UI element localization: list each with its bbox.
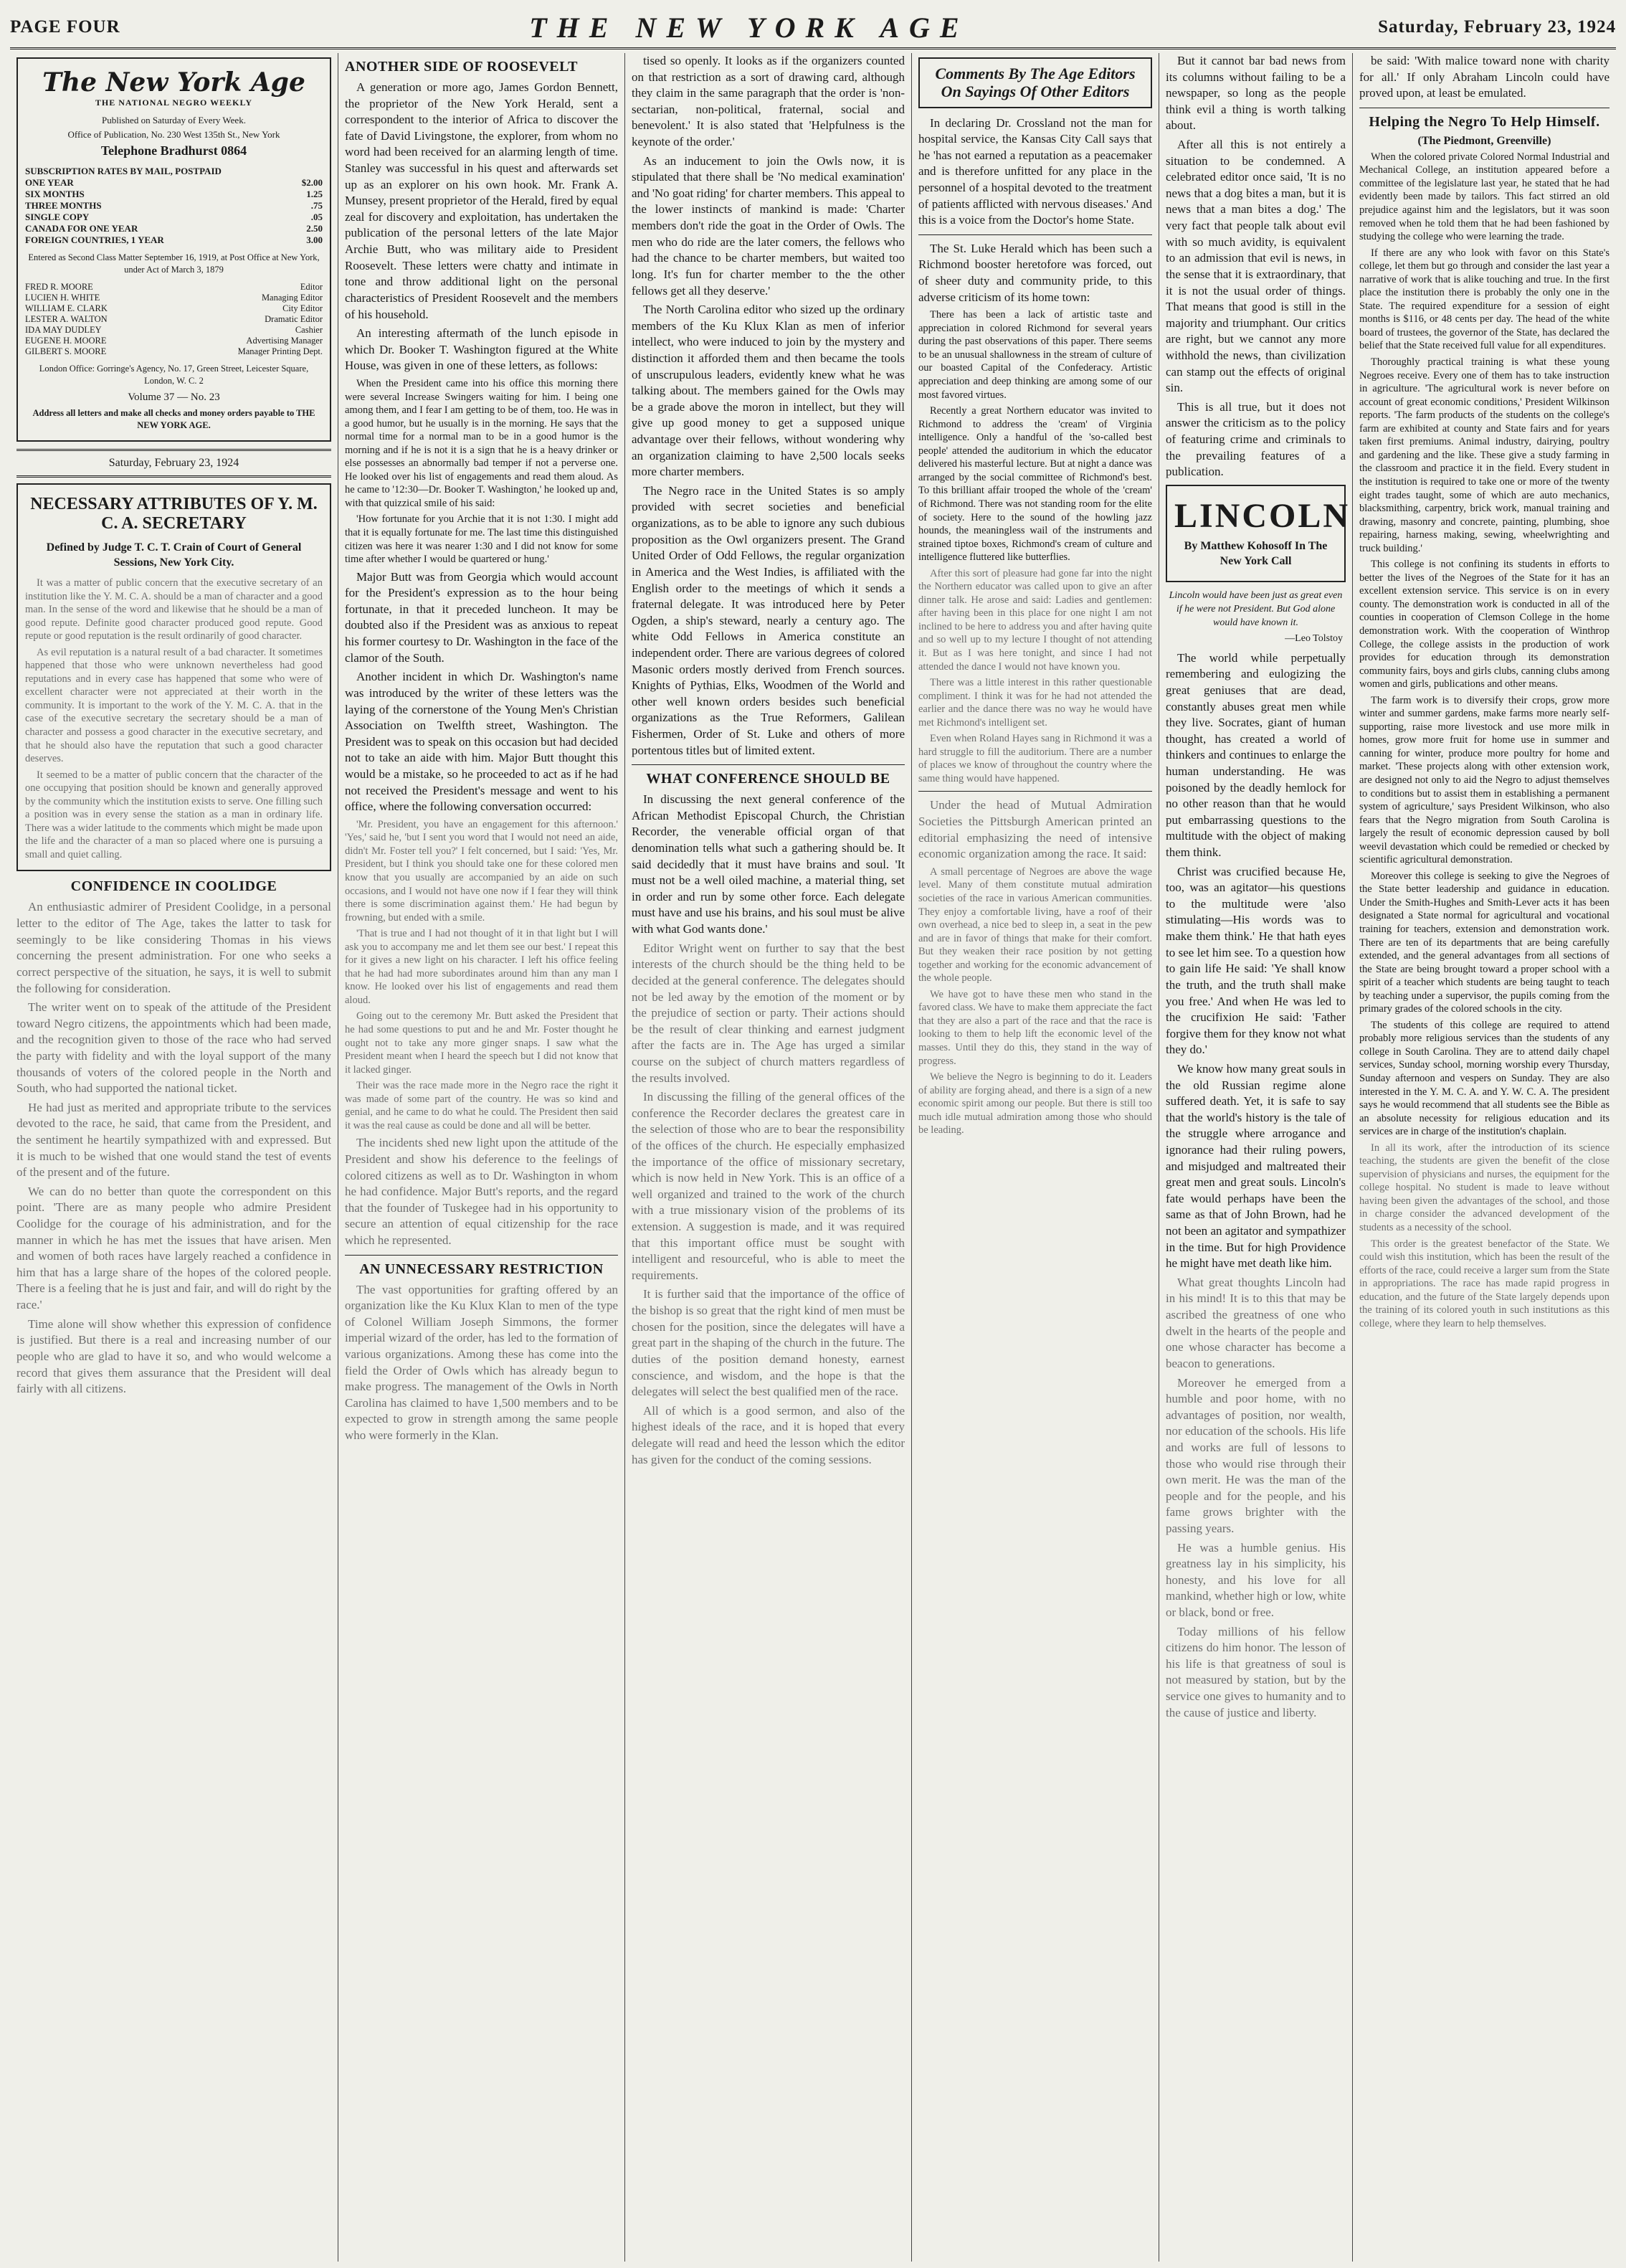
- helping-source: (The Piedmont, Greenville): [1417, 134, 1551, 147]
- rate-label: FOREIGN COUNTRIES, 1 YEAR: [25, 234, 164, 246]
- issue-date: Saturday, February 23, 1924: [1378, 17, 1616, 37]
- paragraph: The vast opportunities for grafting offered by an organization like the Ku Klux Klan to men of the type of Colonel William Joseph Simmons, the former imperial wizard of the order, has led to the formation of various organizations. Among these has come into the field the Order of Owls which has already begun to make progress. The management of the Owls in North Carolina has claimed to have 1,500 members and to be expected to grow in strength among the same people who were formerly in the Klan.: [345, 1282, 618, 1443]
- paragraph: An enthusiastic admirer of President Coolidge, in a personal letter to the editor of The Age, takes the latter to task for seemingly to be like considering Thomas in his views concerning the present administration. For one who seeks a correct perspective of the situation, he says, it is well to submit the following for consideration.: [16, 900, 331, 995]
- page-number: PAGE FOUR: [10, 17, 120, 37]
- lincoln-epigraph: Lincoln would have been just as great even if he were not President. But God alone would have known it.: [1169, 590, 1343, 628]
- paragraph: The North Carolina editor who sized up the ordinary members of the Ku Klux Klan as men of inferior intellect, who were induced to join by the mystery and distinction it afforded them and then became the tools of unscrupulous leaders, evidently knew what he was talking about. The members gained for the Owls may be a grade above the moron in intellect, but they will give up good money to get a supposed unique advantage over their fellows, without wondering why an organization claiming to have 2,500 locals seeks more charter members.: [632, 303, 905, 479]
- ymca-subhead: Defined by Judge T. C. T. Crain of Court of General Sessions, New York City.: [46, 541, 302, 569]
- paragraph: The students of this college are required to attend probably more religious services than the students of any college in South Carolina. They are to attend daily chapel services, Sunday school, morning worship every Thursday, Sunday afternoon and vespers on Sunday. They are also interested in the Y. M. C. A. and Y. W. C. A. The president says he would recommend that all students see the Bible as an absolute necessity for religious education and its services are in charge of the institution's chaplain.: [1359, 1019, 1610, 1138]
- column-3: [625, 53, 912, 2262]
- divider: [345, 1255, 618, 1256]
- staff-row: [25, 293, 323, 303]
- paragraph: The Negro race in the United States is so amply provided with secret societies and beneficial organizations, as to be able to ignore any such dubious proposition as the Owl organizers present. The Grand United Order of Odd Fellows, the regular organization in America and the West Indies, is affiliated with the English order to the meetings of which it sends a fraternal delegate. It was introduced here by Peter Ogden, a ship's steward, nearly a century ago. The white Odd Fellows in America constitute an independent order. There are various degrees of colored Masonic orders mostly derived from French sources. Knights of Pythias, Elks, Woodmen of the World and other well known orders besides such beneficial organizations as the True Reformers, Galilean Fishermen, Order of St. Luke and others of more portentous titles but of limited extent.: [632, 483, 905, 757]
- nameplate: The New York Age: [42, 67, 305, 98]
- paragraph: In discussing the next general conference of the African Methodist Episcopal Church, the Christian Recorder, the venerable official organ of that denomination tells what such a gathering should be. It said decidedly that it must have brains and soul. 'It must not be a well oiled machine, a material thing, set in order and run by some other force. Each delegate must have and use his brains, and his soul must be alive with what God wants done.': [632, 792, 905, 936]
- paragraph: The incidents shed new light upon the attitude of the President and show his deference to the feelings of colored citizens as well as to Dr. Washington in whom he had confidence. Major Butt's reports, and the regard that the founder of Tuskegee had in his opportunity to secure an attention of equal citizenship for the race which he represented.: [345, 1136, 618, 1247]
- staff-row: [25, 282, 323, 293]
- paragraph: This order is the greatest benefactor of the State. We could wish this institution, which has been the result of the efforts of the race, could receive a larger sum from the State in appropriations. The race has made rapid progress in education, and the future of the State largely depends upon the training of its colored youth in such institutions as this college, where they learn to help themselves.: [1359, 1238, 1610, 1329]
- rates-title: SUBSCRIPTION RATES BY MAIL, POSTPAID: [25, 166, 222, 177]
- publication-office: Office of Publication, No. 230 West 135th St., New York: [67, 128, 280, 140]
- staff-role: City Editor: [282, 303, 323, 313]
- subscription-rates: [25, 166, 323, 246]
- paragraph: Moreover he emerged from a humble and poor home, with no advantages of position, nor wealth, nor education of the schools. His life and works are full of lessons to those who would rise through their own merit. He was the man of the people and for the people, and his fame grows brighter with the passing years.: [1166, 1375, 1346, 1535]
- rate-label: CANADA FOR ONE YEAR: [25, 223, 138, 234]
- column-6: [1353, 53, 1616, 2262]
- rate-label: SIX MONTHS: [25, 189, 85, 200]
- london-office: London Office: Gorringe's Agency, No. 17, Green Street, Leicester Square, London, W. C. 2: [39, 363, 309, 386]
- staff-name: GILBERT S. MOORE: [25, 346, 107, 356]
- rate-row: [25, 200, 323, 212]
- paragraph: A generation or more ago, James Gordon Bennett, the proprietor of the New York Herald, sent a correspondent to the interior of Africa to discover the fate of David Livingstone, the explorer, from whom no word had been received for an alarming length of time. Stanley was successful in his quest and afterwards set up as an explorer on his own hook. Mr. Frank A. Munsey, present proprietor of the Herald, fired by equal zeal for discovery and exploitation, has undertaken the publication of the personal letters of the late Major Archie Butt, who was military aide to President Roosevelt. These letters were chatty and intimate in tone and throw additional light on the personal characteristics of President Roosevelt and the members of his household.: [345, 80, 618, 321]
- paragraph: This college is not confining its students in efforts to better the lives of the Negroes of the State for it has an excellent extension service. This service is on in every county. The demonstration work is conducted in all of the counties in cooperation of Clemson College in the home demonstration work. With the cooperation of Winthrop College, the college assists in the production of work provides for education through its demonstration community fairs, boys and girls clubs, canning clubs among women and girls, publications and other means.: [1359, 559, 1610, 691]
- paragraph: He was a humble genius. His greatness lay in his simplicity, his honesty, and his love for all mankind, whether high or low, white or black, bond or free.: [1166, 1540, 1346, 1620]
- staff-name: EUGENE H. MOORE: [25, 335, 107, 346]
- paragraph: In all its work, after the introduction of its science teaching, the students are given the benefit of the close supervision of physicians and nurses, the equipment for the college hospital. No student is made to leave without having been given the advantages of the school, and those in charge consider the advanced development of the students as a necessity of the school.: [1359, 1142, 1610, 1234]
- newspaper-title: THE NEW YORK AGE: [529, 11, 969, 44]
- divider: [16, 449, 331, 451]
- rate-row: [25, 234, 323, 246]
- paragraph: This is all true, but it does not answer the criticism as to the policy of featuring crime and criminals to the prevailing features of a publication.: [1166, 399, 1346, 479]
- divider: [16, 475, 331, 478]
- column-4: [912, 53, 1159, 2262]
- volume-number: Volume 37 — No. 23: [128, 391, 220, 403]
- staff-list: [25, 282, 323, 357]
- paragraph: It is further said that the importance of the office of the bishop is so great that the right kind of men must be chosen for the position, since the delegates will have a great part in the shaping of the church in the future. The duties of the position demand honesty, earnest conscience, and wisdom, and the hope is that the delegates will select the best qualified men of the race.: [632, 1287, 905, 1399]
- paragraph: Today millions of his fellow citizens do him honor. The lesson of his life is that greatness of soul is not measured by station, but by the service one gives to humanity and to the cause of justice and liberty.: [1166, 1624, 1346, 1719]
- column-5: [1159, 53, 1353, 2262]
- staff-row: [25, 346, 323, 357]
- staff-row: [25, 336, 323, 346]
- quoted-paragraph: A small percentage of Negroes are above the wage level. Many of them constitute mutual admiration societies of the race in various American communities. They enjoy a comfortable living, have a roof of their own overhead, a nice bed to sleep in, a seat in the pew and are in favor of things that make for their comfort. But they weaken their race position by not getting together and working for the economic advancement of the whole people.: [918, 865, 1152, 984]
- quoted-paragraph: Their was the race made more in the Negro race the right it was made of some part of the country. He was so kind and genial, and he came to do what he could. The President then said it was the real cause as could be done and all will be better.: [345, 1080, 618, 1131]
- divider: [918, 234, 1152, 235]
- rate-value: .05: [310, 212, 323, 223]
- staff-name: WILLIAM E. CLARK: [25, 303, 108, 313]
- paragraph: After all this is not entirely a situation to be condemned. A celebrated editor once said, 'It is no news that a dog bites a man, but it is news that a man bites a dog.' The very fact that people talk about evil with so much avidity, is equivalent to an admission that evil is news, in the sense that it is extraordinary, that it is not the usual order of things. That means that good is still in the majority and triumphant. Our critics are right, but we cannot any more withhold the news, than civilization can stamp out the effects of original sin.: [1166, 138, 1346, 395]
- paragraph: Moreover this college is seeking to give the Negroes of the State better leadership and guidance in education. Under the Smith-Hughes and Smith-Lever acts it has been designated a State normal for agricultural and vocational training for teachers, extension and demonstration work. There are ten of its departments that are being carefully extended, and the general advantages from all sections of the State are being brought toward a proper school with a spirit of a teacher which students are being taught to teach by teaching under a supervisor, the pupils coming from the primary grades of the colored schools in the city.: [1359, 870, 1610, 1015]
- column-1: [10, 53, 338, 2262]
- column-2: [338, 53, 625, 2262]
- columns: [10, 53, 1616, 2262]
- quoted-paragraph: We believe the Negro is beginning to do it. Leaders of ability are forging ahead, and there is a sign of a new economic spirit among our people. But there is still too much idle mutual admiration among those who should be leading.: [918, 1071, 1152, 1137]
- roosevelt-headline: ANOTHER SIDE OF ROOSEVELT: [345, 59, 578, 75]
- rate-value: 1.25: [306, 189, 323, 200]
- quoted-paragraph: After this sort of pleasure had gone far into the night the Northern educator was called upon to give an after dinner talk. He arose and said: Ladies and gentlemen: after having been in this place for one night I am not inclined to be here to address you and after having quite and so well up to my lecture I thought of not attending it. But as I was here tonight, and since I had not attended the dance I would not have known you.: [918, 567, 1152, 673]
- paragraph: As an inducement to join the Owls now, it is stipulated that there shall be 'No medical examination' and 'No goat riding' for charter members. This appeal to the lower instincts of mankind is made: 'Charter members don't ride the goat in the Order of Owls. The men who do ride are the later comers, the fellows who had the chance to be charter members, but waited too long. It's fun for charter member to the the other fellows get all they deserve.': [632, 153, 905, 298]
- paragraph: The writer went on to speak of the attitude of the President toward Negro citizens, the appointments which had been made, and the recognition given to those of the race who had served the party with fidelity and with the loyal support of the many thousands of voters of the colored people in the North and South, who had supported the national ticket.: [16, 1000, 331, 1096]
- staff-row: [25, 314, 323, 325]
- staff-role: Dramatic Editor: [265, 313, 323, 324]
- staff-role: Cashier: [295, 324, 323, 335]
- paragraph: Editor Wright went on further to say that the best interests of the church should be the thing held to be decided at the general conference. The delegates should not be led away by the emotion of the moment or by the prejudice of section or party. Their actions should be the result of clear thinking and earnest judgment after the facts are in. The Age has urged a similar course on the subject of church matters regardless of the results involved.: [632, 941, 905, 1085]
- rate-row: [25, 212, 323, 223]
- staff-name: LUCIEN H. WHITE: [25, 292, 100, 303]
- restriction-headline: AN UNNECESSARY RESTRICTION: [359, 1261, 604, 1277]
- staff-row: [25, 325, 323, 336]
- quoted-paragraph: There has been a lack of artistic taste and appreciation in colored Richmond for several years during the past observations of this paper. There seems to be an unusual shallowness in the stream of culture of our boasted Capital of the Confederacy. Artistic appreciation and deep thinking are among some of our most favored virtues.: [918, 309, 1152, 401]
- rate-value: .75: [310, 200, 323, 212]
- lincoln-box: [1166, 485, 1351, 582]
- quoted-paragraph: 'That is true and I had not thought of it in that light but I will ask you to accompany me and let them see our best.' I repeat this for it gives a new light on his character. I left his office feeling that he had had more subordinates around him than any man I know. He looked over his list of engagements and read them aloud.: [345, 928, 618, 1006]
- quoted-paragraph: 'How fortunate for you Archie that it is not 1:30. I might add that it is equally fortunate for me. The last time this distinguished citizen was here it was nearer 1:30 and I did not know for some time after whether I would be quartered or hung.': [345, 513, 618, 566]
- paragraph: The world while perpetually remembering and eulogizing the great geniuses that are dead, constantly abuses great men while they live. Socrates, giant of human thought, has created a world of thinkers and continues to enlarge the human understanding. He was poisoned by the deadly hemlock for no other reason than that he would put embarrassing questions to the multitude with the object of making them think.: [1166, 650, 1346, 860]
- paragraph: It was a matter of public concern that the executive secretary of an institution like the Y. M. C. A. should be a man of character and a good man. In the sense of the word and likewise that he should be a man of good repute. Definite good character produced good repute. Good repute or good reputation is the result ordinarily of good character.: [25, 577, 323, 642]
- paragraph: Thoroughly practical training is what these young Negroes receive. Every one of them has to take instruction in agriculture. 'The agricultural work is never before on account of great economic conditions,' President Wilkinson reports. 'The farm products of the students on the college's farm are exhibited at county and State fairs and for years taken first premiums. Animal industry, dairying, poultry and gardening and the like. These give a study farming in the classroom and practice it in the field. Every student in the institution is required to take one or more of the twenty eight trades taught, some of which are auto mechanics, blacksmithing, carpentry, brick work, manual training and drawing, masonry and concrete, painting, plumbing, shoe repairing, harness making, sewing, wheelwrighting and truck building.': [1359, 356, 1610, 554]
- lincoln-byline: By Matthew Kohosoff In The New York Call: [1184, 539, 1328, 568]
- staff-role: Advertising Manager: [246, 335, 323, 346]
- staff-row: [25, 303, 323, 314]
- paragraph: If there are any who look with favor on this State's college, let them but go through and consider the last year a narrative of work that is alike touching and true. In the first place the institution there is probably the only one in the State. The required expenditure for a session of eight months is $116, or 48 cents per day. The head of the white board of trustees, the governor of the State, has declared the belief that the State received full value for all expenditures.: [1359, 247, 1610, 352]
- rate-value: $2.00: [301, 177, 323, 189]
- paragraph: The St. Luke Herald which has been such a Richmond booster heretofore was forced, out of sheer duty and community pride, to this adverse criticism of its home town:: [918, 241, 1152, 304]
- masthead: [10, 7, 1616, 49]
- conference-headline: WHAT CONFERENCE SHOULD BE: [646, 771, 890, 787]
- divider: [632, 764, 905, 765]
- quoted-paragraph: 'Mr. President, you have an engagement for this afternoon.' 'Yes,' said he, 'but I sent you word that I would not need an aide, didn't Mr. Foster tell you?' I felt concerned, but I said: 'Yes, Mr. President, but I think you should take one for these colored men know that you usually are accompanied by an aide on such occasions, and I would not have one now if I fear they will think there is some discrimination against them.' He had begun by frowning, but ended with a smile.: [345, 818, 618, 924]
- comments-box: [918, 57, 1152, 108]
- paragraph: In declaring Dr. Crossland not the man for hospital service, the Kansas City Call says that he 'has not earned a reputation as a peacemaker and is therefore unfitted for any place in the personnel of a hospital devoted to the treatment of patients afflicted with nervous diseases.' And this is a voice from the Doctor's home State.: [918, 115, 1152, 227]
- paragraph: All of which is a good sermon, and also of the highest ideals of the race, and it is hoped that every delegate will read and heed the lesson which the editor has given for the conduct of the coming sessions.: [632, 1403, 905, 1466]
- ymca-article: [16, 483, 331, 872]
- epigraph-attribution: —Leo Tolstoy: [1285, 632, 1343, 644]
- paragraph: tised so openly. It looks as if the organizers counted on that restriction as a sort of drawing card, although they claim in the same paragraph that the order is 'non-sectarian, non-political, fraternal, social and benevolent.' It is also stated that 'Helpfulness is the keynote of the order.': [632, 54, 905, 149]
- rate-value: 2.50: [306, 223, 323, 234]
- rate-label: ONE YEAR: [25, 177, 74, 189]
- staff-role: Manager Printing Dept.: [237, 346, 323, 356]
- quoted-paragraph: Even when Roland Hayes sang in Richmond it was a hard struggle to fill the auditorium. There are a number of places we know of throughout the country where the same thing would have happened.: [918, 733, 1152, 784]
- paragraph: In discussing the filling of the general offices of the conference the Recorder declares the greatest care in the selection of those who are to bear the responsibility of the offices of the church. He especially emphasized the importance of the office of missionary secretary, which is now held in New York. This is an office of a well organized and trained to the work of the church with a true missionary vision of the problems of its extension. A suggestion is made, and it was required that this important office must be sought with intelligent and resourceful, who is able to meet the requirements.: [632, 1090, 905, 1282]
- quoted-paragraph: There was a little interest in this rather questionable compliment. I think it was for he had not attended the earlier and the dance there was no way he would have met Richmond's intelligent set.: [918, 677, 1152, 729]
- quoted-paragraph: We have got to have these men who stand in the favored class. We have to make them appreciate the fact that they are also a part of the race and that the race is looking to them to help lift the economic level of the masses. Until they do this, they stand in the way of progress.: [918, 988, 1152, 1067]
- paragraph: Another incident in which Dr. Washington's name was introduced by the writer of these letters was the laying of the cornerstone of the Young Men's Christian Association on Twelfth street, Washington. The President was to speak on this occasion but had decided not to take an aide with him. Major Butt thought this would be a mistake, so he proceeded to act as if he had not received the President's message and went to his office, where the following conversation occurred:: [345, 670, 618, 814]
- paragraph: Time alone will show whether this expression of confidence is justified. But there is a real and increasing number of our people who are glad to have it so, and who would welcome a record that gives them assurance that the President will deal fairly with all citizens.: [16, 1316, 331, 1396]
- address-notice: Address all letters and make all checks and money orders payable to THE NEW YORK AGE.: [32, 407, 315, 430]
- paragraph: He had just as merited and appropriate tribute to the services devoted to the race, he said, that came from the President, and the sentiment he heartily sympathized with and expressed. But it is much to be wished that one would stand the test of events of the present and of the future.: [16, 1100, 331, 1180]
- staff-name: FRED R. MOORE: [25, 281, 93, 292]
- telephone: Telephone Bradhurst 0864: [100, 143, 247, 158]
- staff-name: IDA MAY DUDLEY: [25, 324, 102, 335]
- comments-headline: Comments By The Age Editors On Sayings Of Other Editors: [935, 65, 1136, 101]
- coolidge-headline: CONFIDENCE IN COOLIDGE: [70, 878, 277, 895]
- publication-schedule: Published on Saturday of Every Week.: [102, 115, 246, 125]
- quoted-paragraph: Recently a great Northern educator was invited to Richmond to address the 'cream' of Virginia intelligence. Only a handful of the 'so-called best people' attended the auditorium in which the educator delivered his masterful lecture. But at night a dance was arranged by the social committee of Richmond's best. To this brilliant affair trooped the whole of the 'cream' of Richmond. There was not standing room for the elite of society. Here to the sound of the howling jazz hounds, the meaningless wail of the instruments and strained tiptoe boxes, Richmond's cream of culture and intelligence fluttered like butterflies.: [918, 405, 1152, 564]
- paragraph: An interesting aftermath of the lunch episode in which Dr. Booker T. Washington figured at the White House, was given in one of these letters, as follows:: [345, 326, 618, 373]
- quoted-paragraph: When the President came into his office this morning there were several Increase Swingers waiting for him. I being one among them, and I fear I am getting to be of them, too. He was in a good humor, but he usually is in the morning. He says that the normal time for a normal man to be in a good humor is the morning and if he is not it is a sign that he is a heavy drinker or else possesses an abnormally bad temper if not a perverse one. He looked over his list of engagements and read them aloud. As he came to '12:30—Dr. Booker T. Washington,' he looked up and, with that quizzical smile of his said:: [345, 377, 618, 509]
- editorial-box: [16, 57, 331, 442]
- rate-label: THREE MONTHS: [25, 200, 102, 212]
- rate-row: [25, 223, 323, 234]
- paragraph: It seemed to be a matter of public concern that the character of the one occupying that position should be known and generally approved by the community which the institution exists to serve. One filling such a position was in every sense the station as a man in ordinary life. There was a wider latitude to the comments which might be made upon the life and the character of a man so placed where one is pursuing a small and quiet calling.: [25, 769, 323, 860]
- divider: [918, 791, 1152, 792]
- paragraph: We know how many great souls in the old Russian regime alone suffered death. Yet, it is safe to say that the world's history is the tale of the struggle where arrogance and ignorance had their ruling powers, and misjudged and maltreated their great men and great souls. Lincoln's fate would perhaps have been the same as that of John Brown, had he not been an agitator and sympathizer in the time. But for high Providence he might have met death like him.: [1166, 1061, 1346, 1271]
- paragraph: Under the head of Mutual Admiration Societies the Pittsburgh American printed an editorial emphasizing the need of intensive economic organization among the race. It said:: [918, 798, 1152, 861]
- dateline: Saturday, February 23, 1924: [108, 456, 239, 469]
- paragraph: The farm work is to diversify their crops, grow more winter and summer gardens, make farms more nearly self-supporting, raise more livestock and use more milk in homes, grow more fruit for home use in summer and canning for winter, produce more poultry for home and market. 'These projects along with other extension work, are designed not only to aid the Negro to adjust themselves to conditions but to assist them in establishing a permanent system of agriculture,' says President Wilkinson, who also fears that the Negro migration from South Carolina is largely the result of economic depression caused by boll weevil devastation which could be remedied or checked by scientific agricultural demonstration.: [1359, 694, 1610, 866]
- staff-role: Managing Editor: [261, 292, 323, 303]
- staff-role: Editor: [300, 281, 323, 292]
- entry-notice: Entered as Second Class Matter September 16, 1919, at Post Office at New York, under Act of March 3, 1879: [28, 252, 320, 275]
- quoted-paragraph: Going out to the ceremony Mr. Butt asked the President that he had some questions to put and he and Mr. Foster thought he ought not to take any more ginger snaps. I saw what the President meant when I heard the speech but I did not know that it lacked ginger.: [345, 1010, 618, 1076]
- helping-headline: Helping the Negro To Help Himself.: [1369, 113, 1600, 130]
- paragraph: Christ was crucified because He, too, was an agitator—his questions to the multitude were 'also stimulating—His words was to make them think.' He that hath eyes to see let him see. To a question how to gain life He said: 'Ye shall know the truth, and the truth shall make you free.' And when He was led to the crucifixion He said: 'Father forgive them for they know not what they do.': [1166, 864, 1346, 1057]
- rate-value: 3.00: [306, 234, 323, 246]
- paragraph: What great thoughts Lincoln had in his mind! It is to this that may be ascribed the greatness of one who dwelt in the hearts of the people and one whose character has become a beacon to generations.: [1166, 1275, 1346, 1370]
- paragraph: When the colored private Colored Normal Industrial and Mechanical College, an institution appeared before a committee of the legislature last year, he stated that he had evidently been made by tailors. This fact stirred an old prejudice against him and the legislators, but it was soon removed when he told them that he had been fashioned by studying the college who were learning the trade.: [1359, 151, 1610, 243]
- staff-name: LESTER A. WALTON: [25, 313, 108, 324]
- paragraph: As evil reputation is a natural result of a bad character. It sometimes happened that those who were unknown nevertheless had good reputations and in every case has happened that some who were of excellent character were not appreciated at their worth in the community. It is important to the work of the Y. M. C. A. that in the case of the executive secretary the secretary should be a man of character and possess a good character in the executive secretary, and that he should also have the reputation that such a good character deserves.: [25, 646, 323, 765]
- lincoln-headline: LINCOLN: [1174, 496, 1351, 535]
- paragraph: Major Butt was from Georgia which would account for the President's expression as to the hour being fortunate, in that it preceded luncheon. It may be doubted also if the President was as anxious to repeat his former courtesy to Dr. Washington in the face of the clamor of the South.: [345, 569, 618, 665]
- ymca-headline: NECESSARY ATTRIBUTES OF Y. M. C. A. SECRETARY: [30, 494, 318, 533]
- rate-row: [25, 189, 323, 200]
- paragraph: be said: 'With malice toward none with charity for all.' If only Abraham Lincoln could have proved upon, at least be emulated.: [1359, 54, 1610, 100]
- rate-row: [25, 177, 323, 189]
- tagline: THE NATIONAL NEGRO WEEKLY: [95, 98, 253, 108]
- rate-label: SINGLE COPY: [25, 212, 90, 223]
- paragraph: We can do no better than quote the correspondent on this point. 'There are as many people who admire President Coolidge for the courage of his administration, and for the manner in which he has met the issues that have arisen. Men and women of both races have largely reached a confidence in him that has a large share of the hopes of the colored people. There is a feeling that he is just and fair, and will do right by the race.': [16, 1184, 331, 1312]
- paragraph: But it cannot bar bad news from its columns without failing to be a newspaper, so long as the people think evil a thing is worth talking about.: [1166, 54, 1346, 133]
